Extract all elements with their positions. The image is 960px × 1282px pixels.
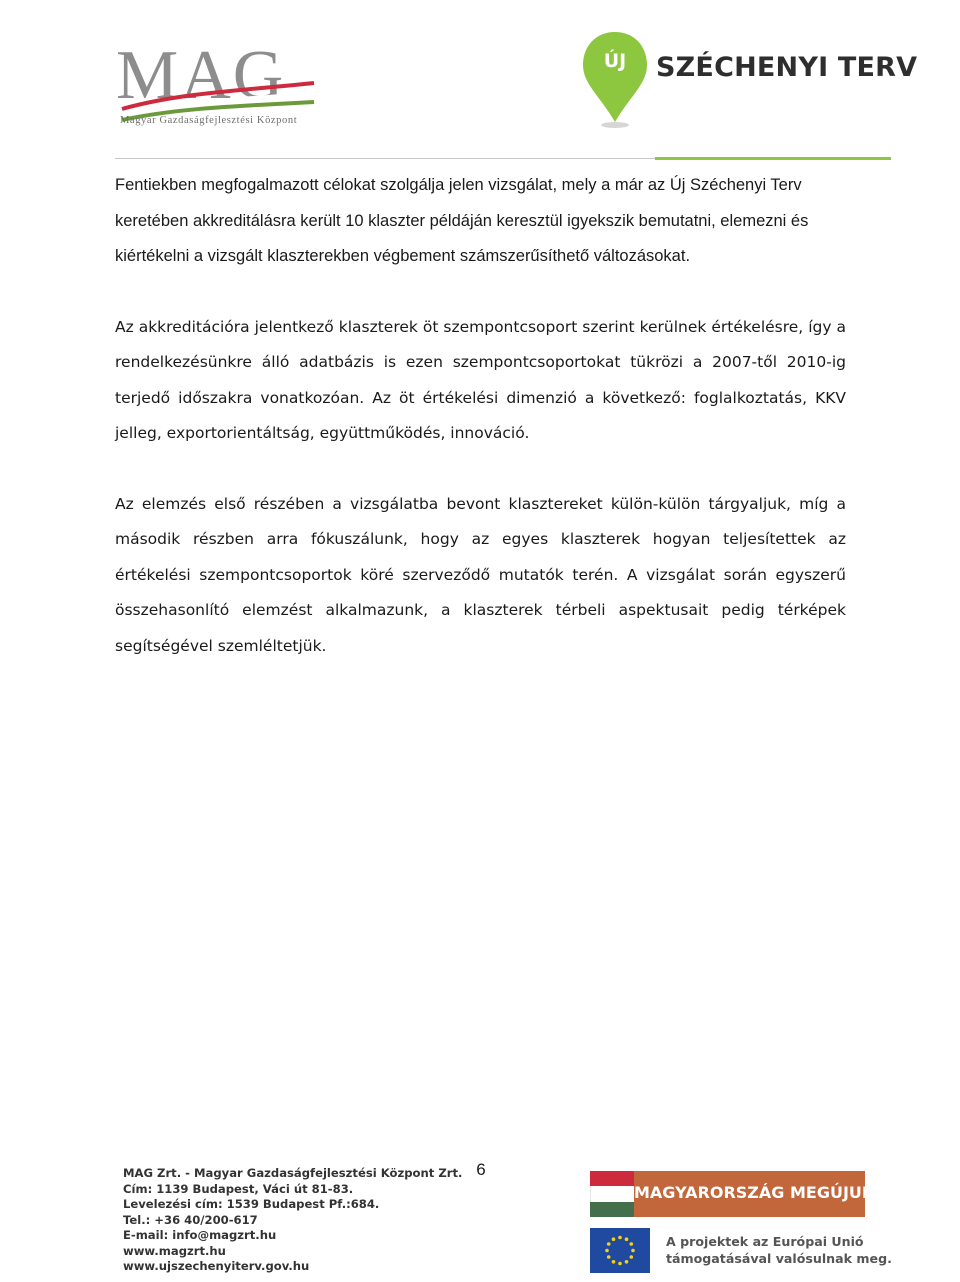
body-paragraph-2: Az akkreditációra jelentkező klaszterek öt szempontcsoport szerint kerülnek értékelésre, így a rendelkezésünkre álló adatbázis is ezen szempontcsoportokat tükrözi a 2007-től 2010-ig terjedő időszakra vonatkozóan. Az öt értékelési dimenzió a következő: foglalkoztatás, KKV jelleg, exportorientáltság, együttműködés, innováció. xyxy=(115,317,846,442)
mag-logo xyxy=(110,35,320,135)
footer-phone: Tel.: +36 40/200-617 xyxy=(123,1212,258,1227)
eu-flag-icon xyxy=(590,1228,650,1273)
magyarorszag-megujul-bar xyxy=(634,1171,873,1217)
footer-contact-block xyxy=(123,1166,483,1275)
header-divider xyxy=(115,157,891,160)
szechenyi-terv-logo xyxy=(580,30,918,140)
footer-email: E-mail: info@magzrt.hu xyxy=(123,1228,277,1242)
eu-support-text xyxy=(666,1233,892,1267)
eu-support-badge xyxy=(590,1228,892,1273)
magyarorszag-megujul-badge xyxy=(590,1171,873,1217)
header-divider-green xyxy=(655,157,891,160)
magyarorszag-megujul-text: MAGYARORSZÁG MEGÚJUL xyxy=(634,1183,873,1202)
mag-logo-wordmark: MAG xyxy=(116,37,286,114)
footer-company-name: MAG Zrt. - Magyar Gazdaságfejlesztési Központ Zrt. xyxy=(123,1166,463,1180)
eu-support-line-2: támogatásával valósulnak meg. xyxy=(666,1251,892,1266)
body-paragraph-3: Az elemzés első részében a vizsgálatba bevont klasztereket külön-külön tárgyaljuk, míg a második részben arra fókuszálunk, hogy az egyes klaszterek hogyan teljesítettek az értékelési szempontcsoportok köré szerveződő mutatók terén. A vizsgálat során egyszerű összehasonlító elemzést alkalmazunk, a klaszterek térbeli aspektusait pedig térképek segítségével szemléltetjük. xyxy=(115,494,846,655)
footer-address: Cím: 1139 Budapest, Váci út 81-83. xyxy=(123,1181,354,1196)
footer-website-magzrt: www.magzrt.hu xyxy=(123,1243,226,1258)
header-divider-gray xyxy=(115,158,655,159)
eu-support-line-1: A projektek az Európai Unió xyxy=(666,1234,864,1249)
page-number: 6 xyxy=(476,1160,486,1179)
szechenyi-terv-name: SZÉCHENYI TERV xyxy=(656,52,918,83)
document-body xyxy=(115,168,846,664)
hungarian-flag-icon xyxy=(590,1171,634,1217)
page-header xyxy=(0,0,960,165)
footer-postal-address: Levelezési cím: 1539 Budapest Pf.:684. xyxy=(123,1197,380,1211)
location-pin-icon xyxy=(580,30,650,130)
mag-logo-subtitle: Magyar Gazdaságfejlesztési Központ xyxy=(120,115,298,126)
szechenyi-uj-badge: ÚJ xyxy=(603,50,627,72)
footer-website-ujszechenyiterv: www.ujszechenyiterv.gov.hu xyxy=(123,1259,310,1273)
body-paragraph-1: Fentiekben megfogalmazott célokat szolgálja jelen vizsgálat, mely a már az Új Széchenyi Terv keretében akkreditálásra került 10 klaszter példáján keresztül igyekszik bemutatni, elemezni és kiértékelni a vizsgált klaszterekben végbement számszerűsíthető változásokat. xyxy=(115,176,809,265)
